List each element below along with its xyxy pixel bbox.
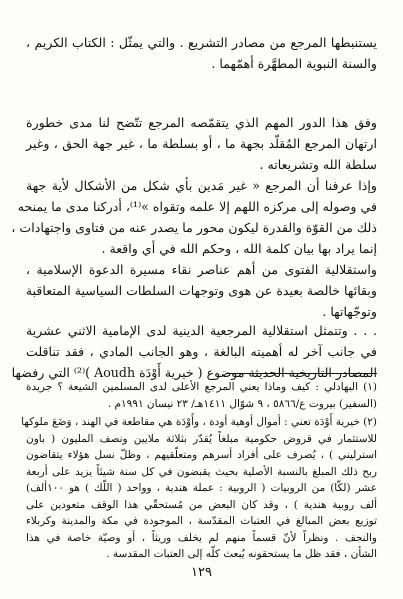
text-line: وتوجّهاتها . [322,304,377,319]
text-line: إنما يراد بها بيان كلمة الله ، وحكم الله في أي واقعة . [101,241,377,256]
text-line: واستقلالية الفتوى من أهم عناصر نقاء مسيرة الدعوة الإسلامية ، [26,262,377,277]
footnote-line: والنجف . ونظراً لأنّ قسماً منهم لم يخلف وريثاً ، أو وصيّة خاصة في هذا [26,531,377,544]
footnote-line: عشر (لكّا) من الروبيات ( الروبية : عملة هندية ، وواحد ( اللّك ) هو ١٠٠ألف) [26,482,377,494]
footnote-line: (٢) خيرية أَوْدَة تعني : أموال أوهية أودة ، وأَوْدَة هي مقاطعة في الهند ، وَضَعَ ملوكها [21,416,377,428]
text-line: وبقائها خالصة بعيدة عن هوى وتوجهات السلطات السياسية المتعاقبة [25,283,377,298]
text-line: سلطة الله وتشريعاته . [259,157,377,172]
paragraph-sources [26,32,377,74]
footnote-2 [21,414,377,563]
text-line: وإذا عرفنا أن المرجع « غير مَدين بأي شكل من الأشكال لأية جهة [26,178,377,193]
page-number: ١٢٩ [191,565,212,580]
footnote-1 [26,379,377,412]
text-line: يستنبطها المرجع من مصادر التشريع . والتي يمثّل : الكتاب الكريم ، [26,35,377,50]
footnote-line: الشأن ، فقد ظل ما يستحقونه يُبعث كلّه إلى العتبات المقدسة . [106,548,377,560]
footnote-line: (١) البهادلي : كيف وماذا يعني المرجع الأعلى لدى المسلمين الشيعة ؟ جريدة [26,381,377,393]
text-line: في جانب آخر له أهميته البالغة ، وهو الجانب المادي ، فقد تناقلت [26,344,377,359]
footnote-line: (السفير) بيروت ع/٥٨٦٦ ، ٩ شوّال ١٤١١هـ/ ٢٣ نيسان ١٩٩١م . [107,397,377,410]
footnote-divider [227,373,377,374]
text-line: في وصوله إلى مركزه اللهم إلا علمه وتقواه »⁽¹⁾، أدركنا مدى ما يمنحه [17,199,377,214]
text-line: المصادر التاريخية الحديثة موضوع ( خيرية أَوْدَة Aoudh )⁽²⁾ التي رفضها [11,365,377,380]
paragraph-role-of-marja [26,112,377,175]
footnote-line: توزيع بعض المبالغ في العتبات المقدّسة ، الموجودة في مكة والمدينة وكربلاء [26,515,377,527]
footnote-line: ربح ذلك المبلغ بالنسبة الأصلية بحيث يقبضون في كل سنة شيئاً يزيد على أربعة [26,465,377,478]
footnote-line: ألف روبية هندية ) ، وقد كان البعض من مُستحقّي هذا الوقف متعودين على [26,498,377,511]
text-line: ذلك من القوّة والقدرة ليكون محور ما يصدر عنه من فتاوى واجتهادات ، [11,220,377,235]
text-line: وفق هذا الدور المهم الذي يتقمّصه المرجع تتّضح لنا مدى خطورة [26,115,377,130]
text-line: . . . وتتمثل استقلالية المرجعية الدينية لدى الإمامية الاثني عشرية [26,323,377,338]
text-line: ارتهان المرجع المُقلّد بجهة ما ، أو بسلطة ما ، غير جهة الحق ، وغير [26,136,377,151]
footnote-line: استرليني ) ، يُصرف على أفراد أسرهم ومتعلّقيهم ، وظلّ نسل هؤلاء يتقاضون [26,449,377,461]
footnote-line: للاستثمار في قروض حكومية مبلغاً يُقدّر بثلاثة ملايين ونصف المليون ( باون [26,432,377,445]
paragraph-independence [11,175,377,259]
paragraph-fatwa-independence [26,259,377,322]
text-line: والسنة النبوية المطهَّرة أهمّهما . [211,56,377,71]
